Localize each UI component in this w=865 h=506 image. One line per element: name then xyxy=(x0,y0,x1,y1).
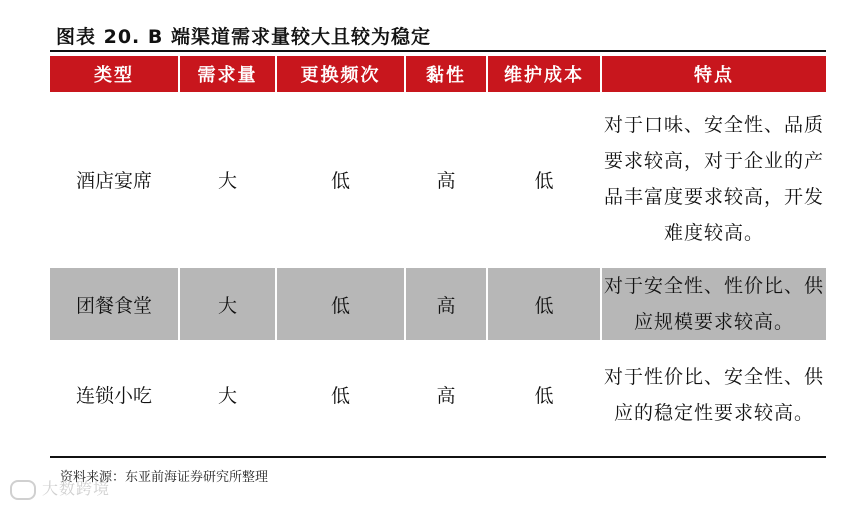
cell-features: 对于性价比、安全性、供应的稳定性要求较高。 xyxy=(600,342,826,447)
watermark-text: 大数跨境 xyxy=(42,479,111,498)
cell-maintenance-cost: 低 xyxy=(486,92,600,266)
cell-stickiness: 高 xyxy=(404,92,486,266)
cell-frequency: 低 xyxy=(275,266,404,342)
cell-type: 连锁小吃 xyxy=(75,385,152,407)
header-type: 类型 xyxy=(50,56,178,92)
cell-stickiness: 高 xyxy=(404,266,486,342)
header-demand: 需求量 xyxy=(178,56,275,92)
top-rule xyxy=(50,50,826,52)
figure-title: 图表 20. B 端渠道需求量较大且较为稳定 xyxy=(56,26,431,48)
channel-demand-table xyxy=(50,56,826,447)
cell-demand: 大 xyxy=(178,92,275,266)
cell-type: 酒店宴席 xyxy=(75,169,152,192)
cell-demand: 大 xyxy=(178,342,275,447)
cell-demand: 大 xyxy=(178,266,275,342)
source-note: 资料来源：东亚前海证券研究所整理 xyxy=(60,470,269,485)
cell-frequency: 低 xyxy=(275,342,404,447)
header-stickiness: 黏性 xyxy=(404,56,486,92)
watermark xyxy=(10,476,110,500)
cell-features: 对于安全性、性价比、供应规模要求较高。 xyxy=(600,266,826,342)
cell-frequency: 低 xyxy=(275,92,404,266)
table-row xyxy=(50,92,826,266)
cell-features: 对于口味、安全性、品质要求较高，对于企业的产品丰富度要求较高，开发难度较高。 xyxy=(600,92,826,266)
cell-stickiness: 高 xyxy=(404,342,486,447)
bottom-rule xyxy=(50,456,826,458)
cell-maintenance-cost: 低 xyxy=(486,342,600,447)
header-maintenance-cost: 维护成本 xyxy=(486,56,600,92)
cell-type: 团餐食堂 xyxy=(50,266,178,342)
table-row xyxy=(50,342,826,447)
header-frequency: 更换频次 xyxy=(275,56,404,92)
table-row xyxy=(50,266,826,342)
watermark-logo-icon xyxy=(10,480,36,500)
header-features: 特点 xyxy=(600,56,826,92)
cell-maintenance-cost: 低 xyxy=(486,266,600,342)
header-row xyxy=(50,56,826,92)
